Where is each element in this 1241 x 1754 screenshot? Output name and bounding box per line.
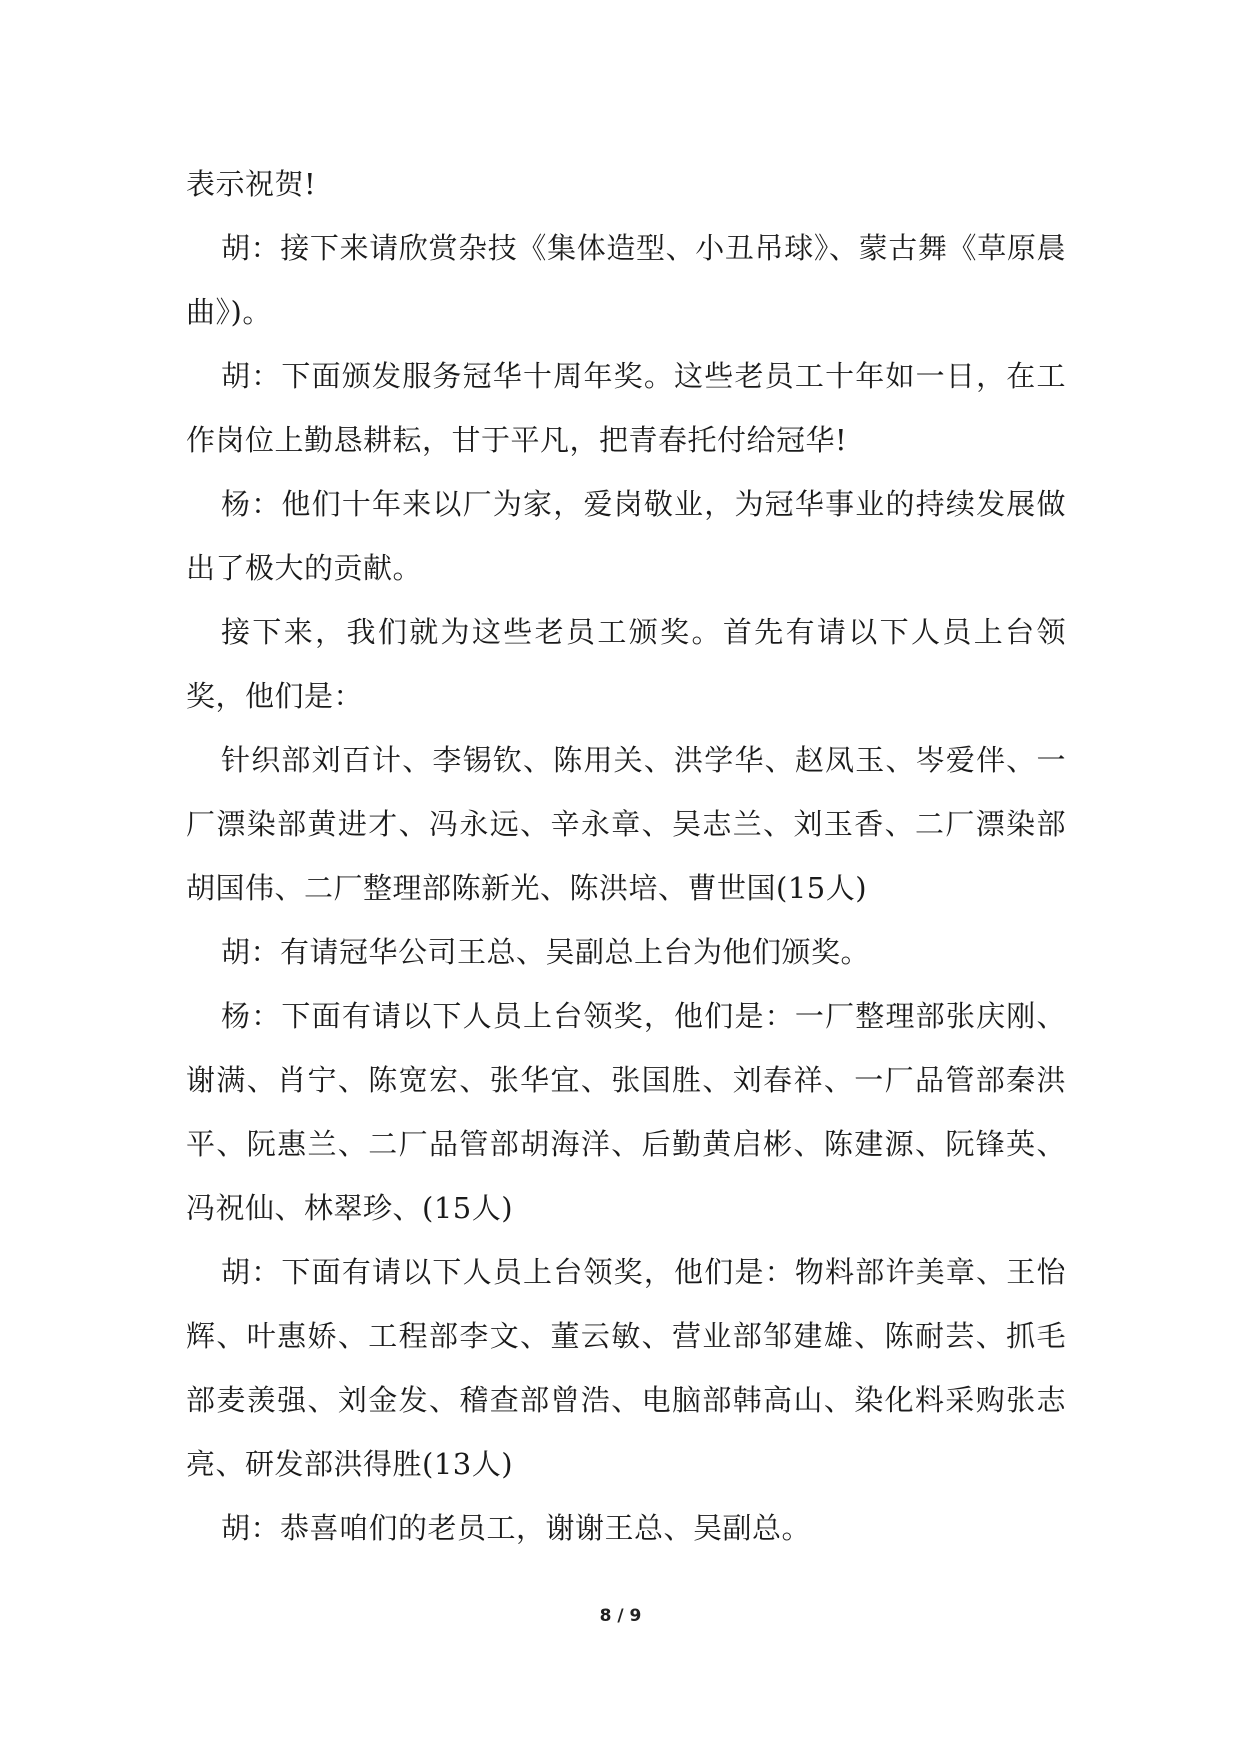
paragraph-acrobatics: 胡：接下来请欣赏杂技《集体造型、小丑吊球》、蒙古舞《草原晨曲》)。 — [186, 231, 1066, 329]
paragraph-list-second: 杨：下面有请以下人员上台领奖，他们是：一厂整理部张庆刚、谢满、肖宁、陈宽宏、张华宜、张国胜、刘春祥、一厂品管部秦洪平、阮惠兰、二厂品管部胡海洋、后勤黄启彬、陈建源、阮锋英、冯祝仙、林翠珍、(15人) — [186, 999, 1066, 1225]
page-number: 8 / 9 — [599, 1606, 642, 1626]
paragraph-contribution: 杨：他们十年来以厂为家，爱岗敬业，为冠华事业的持续发展做出了极大的贡献。 — [186, 487, 1066, 585]
paragraph-list-first: 针织部刘百计、李锡钦、陈用关、洪学华、赵凤玉、岑爱伴、一厂漂染部黄进才、冯永远、辛永章、吴志兰、刘玉香、二厂漂染部胡国伟、二厂整理部陈新光、陈洪培、曹世国(15人) — [186, 743, 1066, 905]
paragraph-congrats: 表示祝贺! — [186, 167, 317, 201]
paragraph-present-award: 胡：有请冠华公司王总、吴副总上台为他们颁奖。 — [221, 935, 871, 969]
document-body — [186, 152, 1066, 1560]
paragraph-closing: 胡：恭喜咱们的老员工，谢谢王总、吴副总。 — [221, 1511, 812, 1545]
paragraph-list-third: 胡：下面有请以下人员上台领奖，他们是：物料部许美章、王怡辉、叶惠娇、工程部李文、董云敏、营业部邹建雄、陈耐芸、抓毛部麦羡强、刘金发、稽查部曾浩、电脑部韩高山、染化料采购张志亮、研发部洪得胜(13人) — [186, 1255, 1066, 1481]
paragraph-ten-year-award: 胡：下面颁发服务冠华十周年奖。这些老员工十年如一日，在工作岗位上勤恳耕耘，甘于平凡，把青春托付给冠华! — [186, 359, 1066, 457]
paragraph-invite-first: 接下来，我们就为这些老员工颁奖。首先有请以下人员上台领奖，他们是： — [186, 615, 1066, 713]
